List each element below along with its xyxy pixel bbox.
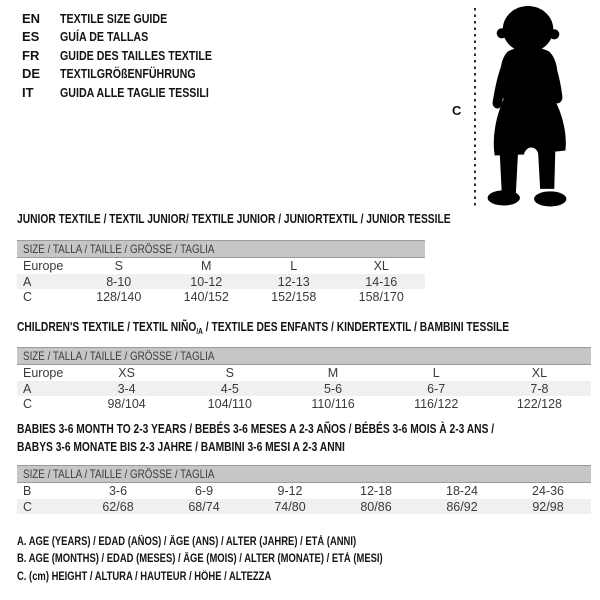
size-cell: 140/152 <box>183 290 229 305</box>
size-cell: 68/74 <box>188 499 220 514</box>
guide-title-it: GUIDA ALLE TAGLIE TESSILI <box>60 84 209 100</box>
guide-title-es: GUÍA DE TALLAS <box>60 29 149 45</box>
language-code: DE <box>22 66 41 82</box>
table-row-height <box>17 499 591 515</box>
note-age-months-text: B. AGE (MONTHS) / EDAD (MESES) / ÂGE (MOIS) / ALTER (MONATE) / ETÀ (MESI) <box>17 553 383 566</box>
table-row-age <box>17 381 591 397</box>
row-label: C <box>23 290 33 305</box>
size-header-bar <box>17 347 591 365</box>
guide-title-fr: GUIDE DES TAILLES TEXTILE <box>60 47 213 63</box>
size-cell: 14-16 <box>365 274 398 289</box>
size-cell: XL <box>373 258 389 273</box>
size-header-label: SIZE / TALLA / TAILLE / GRÖSSE / TAGLIA <box>23 467 215 481</box>
junior-size-table <box>17 240 425 305</box>
note-height-cm <box>17 569 463 586</box>
legend-notes <box>17 534 463 586</box>
size-cell: 5-6 <box>323 381 343 396</box>
size-cell: XS <box>118 365 135 380</box>
language-row-es <box>22 28 245 47</box>
size-cell: 74/80 <box>274 499 306 514</box>
size-cell: 6-9 <box>194 483 214 498</box>
size-cell: S <box>114 258 123 273</box>
row-label: A <box>23 274 32 289</box>
size-header-label: SIZE / TALLA / TAILLE / GRÖSSE / TAGLIA <box>23 349 215 363</box>
children-title-post: / TEXTILE DES ENFANTS / KINDERTEXTIL / BAMBINI TESSILE <box>202 320 510 334</box>
row-label: C <box>23 397 33 412</box>
table-row-height <box>17 289 425 305</box>
height-measure-dotted-line <box>474 8 476 207</box>
size-cell: 7-8 <box>530 381 549 396</box>
size-cell: L <box>432 365 440 380</box>
row-label: Europe <box>23 258 64 273</box>
size-cell: 128/140 <box>96 290 142 305</box>
size-cell: 110/116 <box>311 397 355 412</box>
toddler-silhouette-image <box>481 5 573 207</box>
babies-title-line1: BABIES 3-6 MONTH TO 2-3 YEARS / BEBÉS 3-6 MESES A 2-3 AÑOS / BÉBÉS 3-6 MOIS À 2-3 ANS / <box>17 422 495 436</box>
size-cell: 122/128 <box>516 397 562 412</box>
table-row-months <box>17 483 591 499</box>
size-cell: 18-24 <box>446 483 478 498</box>
size-cell: 86/92 <box>446 499 478 514</box>
table-row-europe <box>17 365 591 381</box>
children-section-title-text <box>17 320 509 336</box>
babies-section-title <box>17 421 599 456</box>
size-cell: M <box>327 365 339 380</box>
size-cell: 12-18 <box>360 483 392 498</box>
size-cell: M <box>201 258 212 273</box>
table-row-age <box>17 274 425 290</box>
size-cell: 92/98 <box>532 499 564 514</box>
size-cell: 116/122 <box>414 397 459 412</box>
size-cell: 9-12 <box>277 483 303 498</box>
junior-section-title <box>17 212 546 226</box>
size-cell: 4-5 <box>220 381 239 396</box>
row-label: C <box>23 499 33 514</box>
size-cell: 62/68 <box>102 499 134 514</box>
language-title-list <box>22 9 245 102</box>
babies-title-line2: BABYS 3-6 MONATE BIS 2-3 JAHRE / BAMBINI 3-6 MESI A 2-3 ANNI <box>17 439 345 454</box>
size-cell: 3-6 <box>108 483 128 498</box>
size-cell: XL <box>531 365 548 380</box>
note-age-years <box>17 534 463 551</box>
note-age-years-text: A. AGE (YEARS) / EDAD (AÑOS) / ÂGE (ANS) / ALTER (JAHRE) / ETÀ (ANNI) <box>17 536 357 548</box>
language-code: IT <box>22 84 34 100</box>
size-cell: 24-36 <box>532 483 564 498</box>
table-row-height <box>17 396 591 412</box>
language-row-de <box>22 65 245 84</box>
size-cell: 10-12 <box>190 274 223 289</box>
size-cell: 98/104 <box>107 397 146 412</box>
language-code: EN <box>22 10 41 26</box>
size-cell: 12-13 <box>277 274 310 289</box>
note-height-cm-text: C. (cm) HEIGHT / ALTURA / HAUTEUR / HÖHE / ALTEZZA <box>17 570 272 583</box>
size-header-bar <box>17 240 425 258</box>
babies-size-table <box>17 465 591 514</box>
size-cell: S <box>225 365 234 380</box>
children-title-pre: CHILDREN'S TEXTILE / TEXTIL NIÑO <box>17 320 197 334</box>
row-label: B <box>23 483 32 498</box>
height-c-label: C <box>452 103 462 118</box>
language-code: ES <box>22 29 40 45</box>
language-row-it <box>22 83 245 102</box>
row-label: A <box>23 381 32 396</box>
size-header-bar <box>17 465 591 483</box>
size-cell: 8-10 <box>106 274 132 289</box>
size-cell: L <box>290 258 298 273</box>
size-cell: 6-7 <box>427 381 446 396</box>
row-label: Europe <box>23 365 64 380</box>
guide-title-en: TEXTILE SIZE GUIDE <box>60 10 168 26</box>
guide-title-de: TEXTILGRÖßENFÜHRUNG <box>60 66 196 82</box>
size-cell: 158/170 <box>358 290 404 305</box>
table-row-europe <box>17 258 425 274</box>
language-row-fr <box>22 46 245 65</box>
children-section-title <box>17 320 600 336</box>
size-cell: 3-4 <box>117 381 136 396</box>
size-cell: 80/86 <box>360 499 392 514</box>
size-cell: 152/158 <box>271 290 317 305</box>
size-header-label: SIZE / TALLA / TAILLE / GRÖSSE / TAGLIA <box>23 242 215 256</box>
note-age-months <box>17 551 463 568</box>
children-size-table <box>17 347 591 412</box>
language-row-en <box>22 9 245 28</box>
size-cell: 104/110 <box>207 397 252 412</box>
junior-section-title-text: JUNIOR TEXTILE / TEXTIL JUNIOR/ TEXTILE JUNIOR / JUNIORTEXTIL / JUNIOR TESSILE <box>17 212 451 226</box>
language-code: FR <box>22 47 40 63</box>
children-title-subscript: /A <box>196 327 203 336</box>
